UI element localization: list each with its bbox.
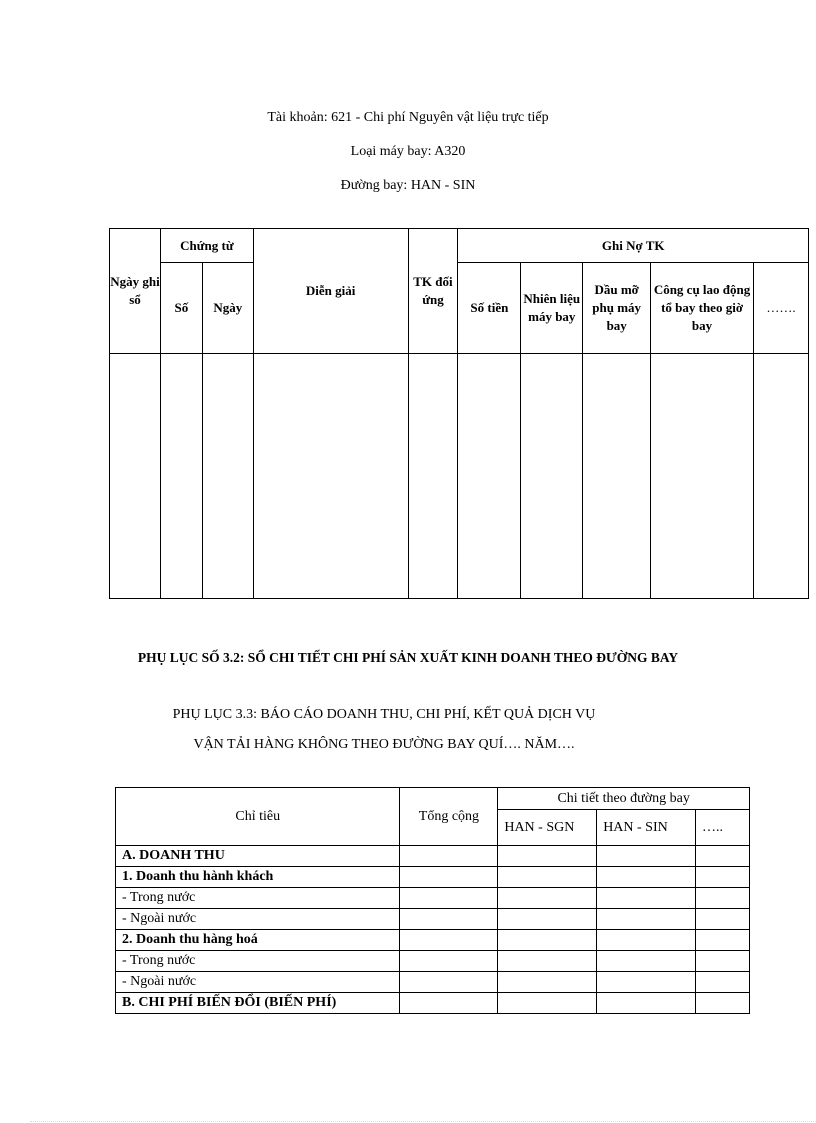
report-row-cell xyxy=(597,909,696,930)
ledger-table xyxy=(109,228,809,599)
report-row-cell xyxy=(597,951,696,972)
report-row-cell xyxy=(400,993,498,1014)
report-row-cell xyxy=(597,930,696,951)
report-row-cell xyxy=(597,972,696,993)
account-title: Tài khoản: 621 - Chi phí Nguyên vật liệu trực tiếp xyxy=(267,110,549,125)
report-row-label: B. CHI PHÍ BIẾN ĐỔI (BIẾN PHÍ) xyxy=(116,993,400,1014)
report-row-label: 1. Doanh thu hành khách xyxy=(116,867,400,888)
col-debit-header: Ghi Nợ TK xyxy=(458,229,809,263)
report-row xyxy=(116,909,750,930)
report-row-cell xyxy=(400,972,498,993)
report-row-cell xyxy=(400,867,498,888)
report-row-cell xyxy=(498,993,597,1014)
report-row-cell xyxy=(400,888,498,909)
report-row-cell xyxy=(696,972,750,993)
col-total-header: Tổng cộng xyxy=(400,788,498,846)
report-row-cell xyxy=(696,930,750,951)
report-row xyxy=(116,972,750,993)
report-row xyxy=(116,951,750,972)
report-row-cell xyxy=(498,867,597,888)
report-row xyxy=(116,930,750,951)
report-row-cell xyxy=(498,888,597,909)
report-row xyxy=(116,867,750,888)
report-row-label: - Ngoài nước xyxy=(116,909,400,930)
col-han-sin-header: HAN - SIN xyxy=(597,810,696,846)
appendix-33-title-2: VẬN TẢI HÀNG KHÔNG THEO ĐƯỜNG BAY QUÍ…. NĂM…. xyxy=(193,737,575,752)
page-footer-line xyxy=(30,1121,816,1122)
aircraft-type: Loại máy bay: A320 xyxy=(350,144,466,159)
report-row-cell xyxy=(597,993,696,1014)
report-row-label: 2. Doanh thu hàng hoá xyxy=(116,930,400,951)
appendix-32-title: PHỤ LỤC SỐ 3.2: SỔ CHI TIẾT CHI PHÍ SẢN XUẤT KINH DOANH THEO ĐƯỜNG BAY xyxy=(137,650,679,665)
col-voucher-no-header: Số xyxy=(160,263,202,354)
report-row-cell xyxy=(597,846,696,867)
report-row-cell xyxy=(400,930,498,951)
col-desc-header: Diễn giải xyxy=(253,229,408,354)
report-row xyxy=(116,993,750,1014)
report-row-cell xyxy=(696,909,750,930)
report-row-cell xyxy=(400,951,498,972)
report-table xyxy=(115,787,750,1014)
report-row-cell xyxy=(696,846,750,867)
report-row-cell xyxy=(498,909,597,930)
col-detail-header: Chi tiết theo đường bay xyxy=(498,788,750,810)
report-row-cell xyxy=(498,951,597,972)
report-row-cell xyxy=(498,846,597,867)
report-row-cell xyxy=(696,888,750,909)
report-row-label: - Trong nước xyxy=(116,951,400,972)
report-row-cell xyxy=(498,972,597,993)
route-title: Đường bay: HAN - SIN xyxy=(340,178,476,193)
col-tools-header: Công cụ lao động tổ bay theo giờ bay xyxy=(651,263,754,354)
ledger-body-row xyxy=(110,354,809,599)
col-fuel-header: Nhiên liệu máy bay xyxy=(521,263,583,354)
col-amount-header: Số tiền xyxy=(458,263,521,354)
col-han-sgn-header: HAN - SGN xyxy=(498,810,597,846)
col-more-header: ….. xyxy=(696,810,750,846)
col-voucher-date-header: Ngày xyxy=(202,263,253,354)
report-row-cell xyxy=(597,867,696,888)
report-row-cell xyxy=(696,993,750,1014)
col-account-header: TK đối ứng xyxy=(408,229,458,354)
col-voucher-header: Chứng từ xyxy=(160,229,253,263)
report-row-label: - Trong nước xyxy=(116,888,400,909)
report-row-label: - Ngoài nước xyxy=(116,972,400,993)
col-item-header: Chỉ tiêu xyxy=(116,788,400,846)
col-more-header: ……. xyxy=(753,263,808,354)
appendix-33-title-1: PHỤ LỤC 3.3: BÁO CÁO DOANH THU, CHI PHÍ, KẾT QUẢ DỊCH VỤ xyxy=(172,707,596,722)
report-row-label: A. DOANH THU xyxy=(116,846,400,867)
report-row-cell xyxy=(696,867,750,888)
report-row xyxy=(116,888,750,909)
report-row-cell xyxy=(400,909,498,930)
report-row-cell xyxy=(498,930,597,951)
col-date-header: Ngày ghi sổ xyxy=(110,229,161,354)
report-row-cell xyxy=(597,888,696,909)
col-oil-header: Dầu mỡ phụ máy bay xyxy=(583,263,651,354)
report-row-cell xyxy=(696,951,750,972)
report-row-cell xyxy=(400,846,498,867)
report-row xyxy=(116,846,750,867)
